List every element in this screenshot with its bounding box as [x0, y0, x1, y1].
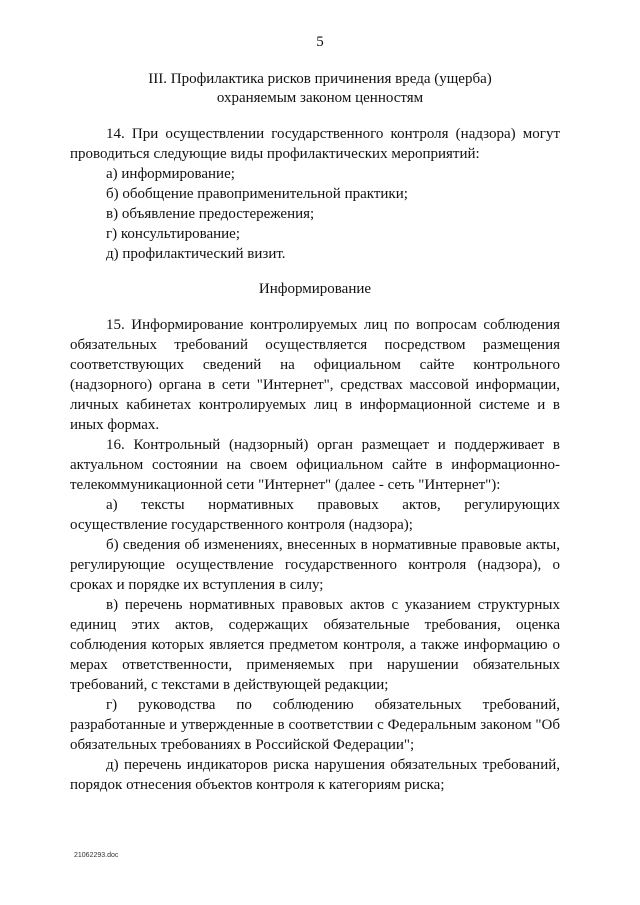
subsection-heading: Информирование: [258, 281, 372, 297]
page-number: 5: [316, 34, 324, 50]
section-title-line-2: охраняемым законом ценностям: [216, 90, 424, 106]
paragraph-16b: б) сведения об изменениях, внесенных в нормативные правовые акты, регулирующие осуществление государственного контроля (надзора), о сроках и порядке их вступления в силу;: [70, 537, 560, 593]
paragraph-16: 16. Контрольный (надзорный) орган размещает и поддерживает в актуальном состоянии на своем официальном сайте в информационно-телекоммуникационной сети "Интернет" (далее - сеть "Интернет"):: [70, 437, 560, 493]
document-body: [70, 124, 560, 795]
paragraph-15: 15. Информирование контролируемых лиц по вопросам соблюдения обязательных требований осуществляется посредством размещения соответствующих сведений на официальном сайте контрольного (надзорного) органа в сети "Интернет", средствах массовой информации, личных кабинетах контролируемых лиц в информационной системе и в иных формах.: [70, 317, 560, 433]
section-title: [120, 70, 520, 108]
list-item: а) информирование;: [106, 166, 235, 182]
paragraph-14: 14. При осуществлении государственного контроля (надзора) могут проводиться следующие виды профилактических мероприятий:: [70, 126, 560, 162]
paragraph-16c: в) перечень нормативных правовых актов с указанием структурных единиц этих актов, содержащих обязательные требования, оценка соблюдения которых является предметом контроля, а также информацию о мерах ответственности, применяемых при нарушении обязательных требований, с текстами в действующей редакции;: [70, 597, 560, 693]
list-item: д) профилактический визит.: [106, 246, 286, 262]
paragraph-16e: д) перечень индикаторов риска нарушения обязательных требований, порядок отнесения объектов контроля к категориям риска;: [70, 757, 560, 793]
paragraph-16a: а) тексты нормативных правовых актов, регулирующих осуществление государственного контроля (надзора);: [70, 497, 560, 533]
document-reference: 21062293.doc: [74, 852, 119, 859]
list-item: г) консультирование;: [106, 226, 241, 242]
paragraph-16d: г) руководства по соблюдению обязательных требований, разработанные и утвержденные в соответствии с Федеральным законом "Об обязательных требованиях в Российской Федерации";: [70, 697, 560, 753]
list-item: б) обобщение правоприменительной практики;: [106, 186, 408, 202]
section-title-line-1: III. Профилактика рисков причинения вреда (ущерба): [148, 71, 492, 87]
list-item: в) объявление предостережения;: [106, 206, 315, 222]
